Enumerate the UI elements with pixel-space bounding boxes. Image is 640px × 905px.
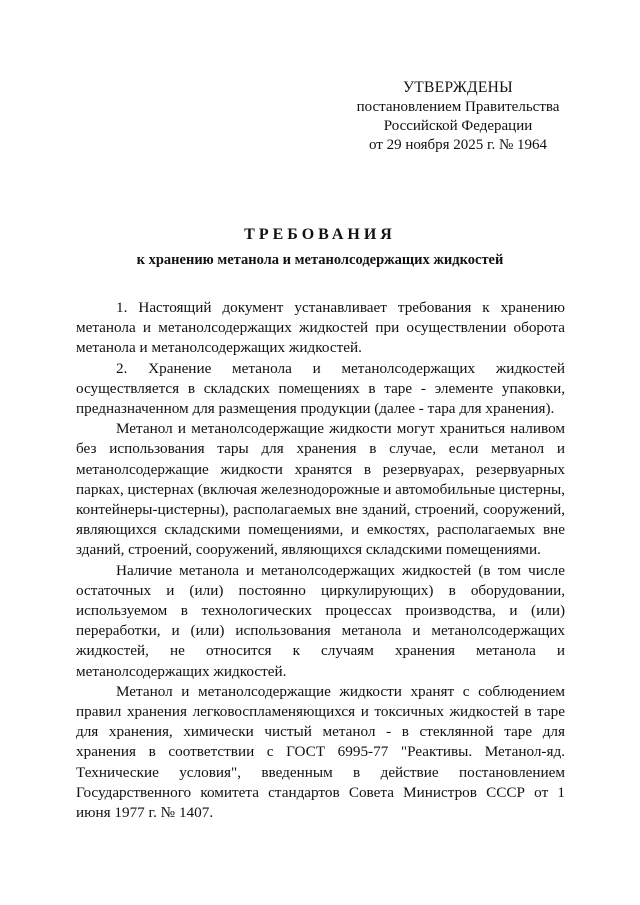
approval-heading: УТВЕРЖДЕНЫ [403,79,513,96]
document-subtitle: к хранению метанола и метанолсодержащих жидкостей [136,252,504,268]
document-title: ТРЕБОВАНИЯ [244,226,396,243]
approval-line-3: от 29 ноября 2025 г. № 1964 [368,137,548,153]
paragraph-1: 1. Настоящий документ устанавливает требования к хранению метанола и метанолсодержащих жидкостей при осуществлении оборота метанола и метанолсодержащих жидкостей. [76,299,565,357]
paragraph-5: Метанол и метанолсодержащие жидкости хранят с соблюдением правил хранения легковоспламеняющихся и токсичных жидкостей в таре для хранения, химически чистый метанол - в стеклянной таре для хранения в соответствии с ГОСТ 6995-77 "Реактивы. Метанол-яд. Технические условия", введенным в действие постановлением Государственного комитета стандартов Совета Министров СССР от 1 июня 1977 г. № 1407. [76,682,565,822]
approval-line-1: постановлением Правительства [356,99,560,115]
document-body [76,298,565,823]
paragraph-4: Наличие метанола и метанолсодержащих жидкостей (в том числе остаточных и (или) постоянно циркулирующих) в оборудовании, используемом в технологических процессах производства, и (или) переработки, и (или) использования метанола и метанолсодержащих жидкостей, не относится к случаям хранения метанола и метанолсодержащих жидкостей. [76,561,565,680]
approval-line-2: Российской Федерации [383,118,533,134]
approval-block [348,78,568,155]
paragraph-3: Метанол и метанолсодержащие жидкости могут храниться наливом без использования тары для хранения в случае, если метанол и метанолсодержащие жидкости хранятся в резервуарах, резервуарных парках, цистернах (включая железнодорожные и автомобильные цистерны, контейнеры-цистерны), располагаемых вне зданий, строений, сооружений, являющихся складскими помещениями, и емкостях, располагаемых вне зданий, строений, сооружений, являющихся складскими помещениями. [76,420,565,559]
paragraph-2: 2. Хранение метанола и метанолсодержащих жидкостей осуществляется в складских помещениях в таре - элементе упаковки, предназначенном для размещения продукции (далее - тара для хранения). [76,359,565,418]
